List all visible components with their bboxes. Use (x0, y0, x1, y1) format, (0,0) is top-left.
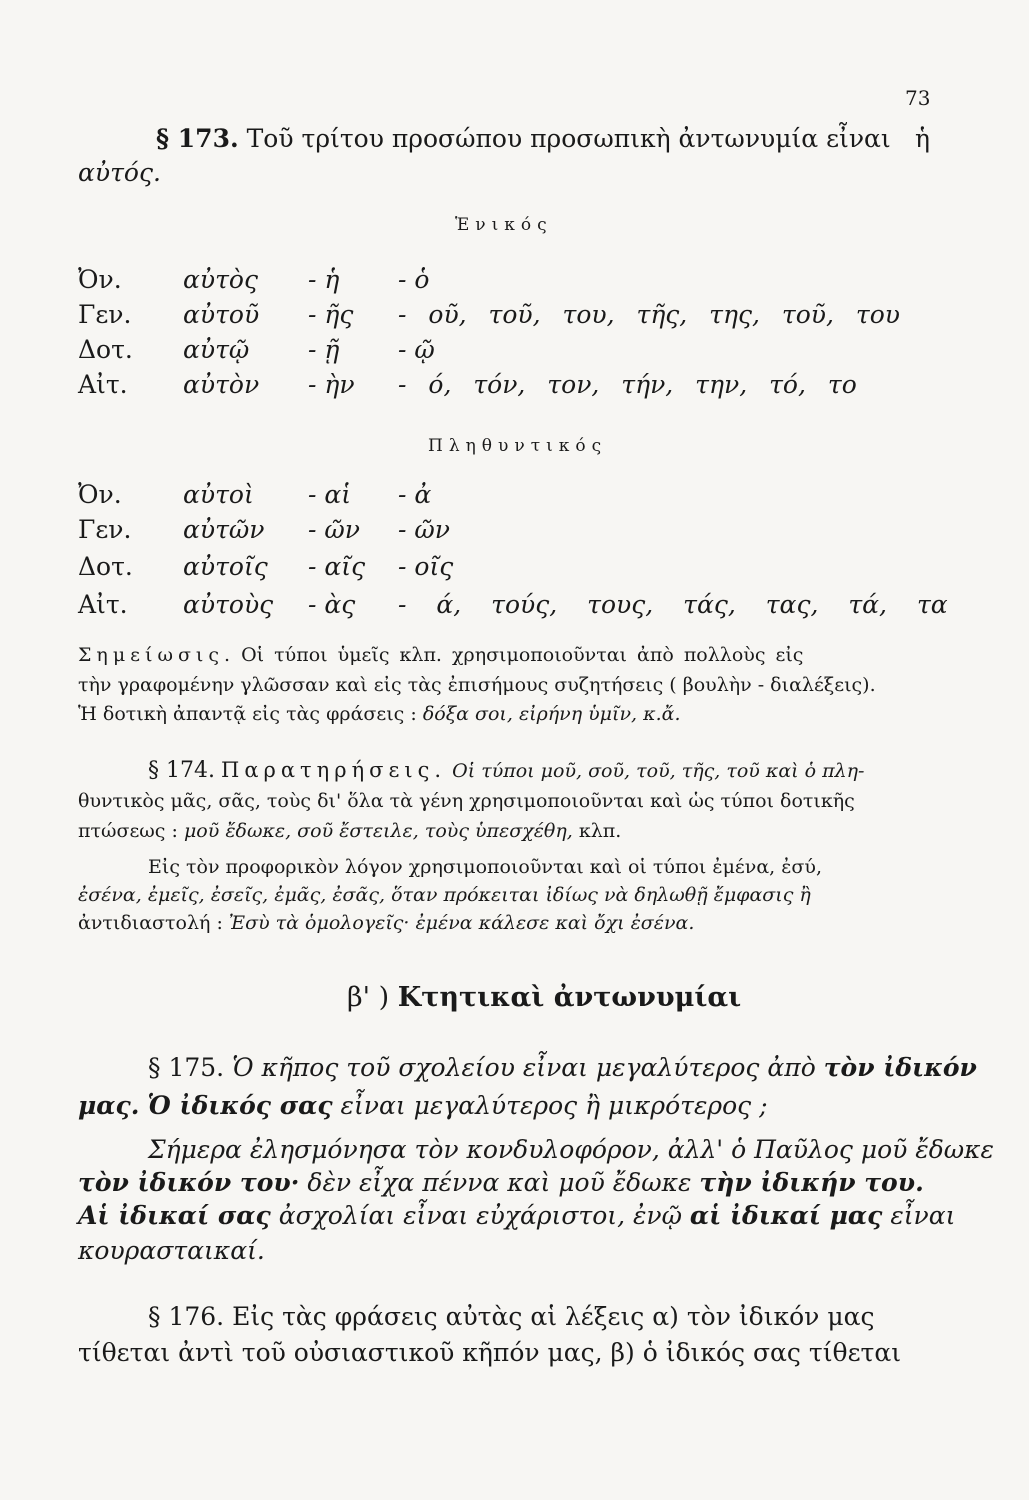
masc-form: αὐτῶν (183, 515, 265, 544)
section-174-line-1 (148, 760, 864, 782)
fem-form: - ῇ (308, 335, 340, 364)
fem-form: - ἡ (308, 265, 340, 294)
text-bold: μας. (78, 1091, 140, 1120)
masc-form: αὐτοῦ (183, 300, 260, 329)
text-bold: Ὁ ἰδικός σας (147, 1091, 333, 1120)
text: ἀντιδιαστολή : (78, 912, 223, 934)
case-label: Δοτ. (78, 335, 133, 364)
section-175-line-1 (148, 1055, 977, 1080)
neut-form: - ὁ (398, 265, 430, 294)
text-bold: αἱ ἰδικαί μας (689, 1201, 883, 1230)
section-174-line-2: θυντικὸς μᾶς, σᾶς, τοὺς δι' ὅλα τὰ γένη χρησιμοποιοῦνται καὶ ὡς τύποι δοτικῆς (78, 790, 855, 812)
section-176-line-2: τίθεται ἀντὶ τοῦ οὐσιαστικοῦ κῆπόν μας, β) ὁ ἰδικός σας τίθεται (78, 1338, 902, 1367)
text-bold: τὸν ἰδικόν (823, 1053, 977, 1082)
case-label: Αἰτ. (78, 370, 128, 399)
neut-form: - ῶν (398, 515, 450, 544)
masc-form: αὐτοὺς (183, 590, 274, 619)
text: Ἡ δοτικὴ ἀπαντᾷ εἰς τὰς φράσεις : (78, 703, 417, 725)
section-175-line-2 (78, 1093, 768, 1118)
section-174-line-6 (78, 914, 694, 933)
section-175-line-5 (78, 1203, 955, 1228)
singular-heading: Ἑνικός (455, 215, 553, 235)
section-number: § 175. (148, 1053, 225, 1082)
masc-form: αὐτὸν (183, 370, 260, 399)
remarks-label: Παρατηρήσεις. (221, 758, 447, 782)
text: Εἰς τὰς φράσεις αὐτὰς αἱ λέξεις α) τὸν ἰδικόν μας (232, 1302, 875, 1331)
text: κλπ. (578, 820, 622, 842)
text: Ὁ κῆπος τοῦ σχολείου εἶναι μεγαλύτερος ἀπὸ (232, 1053, 816, 1082)
masc-form: αὐτοῖς (183, 552, 268, 581)
text: μοῦ ἔδωκε, σοῦ ἔστειλε, τοὺς ὑπεσχέθη, (183, 820, 573, 842)
section-174-line-5: ἐσένα, ἐμεῖς, ἐσεῖς, ἐμᾶς, ἐσᾶς, ὅταν πρόκειται ἰδίως νὰ δηλωθῇ ἔμφασις ἢ (78, 884, 811, 906)
text: Τοῦ τρίτου προσώπου προσωπικὴ ἀντωνυμία εἶναι (246, 124, 891, 153)
fem-form: - αἱ (308, 480, 352, 509)
page-number: 73 (905, 86, 931, 110)
neut-form: - οῖς (398, 552, 454, 581)
masc-form: αὐτῷ (183, 335, 250, 364)
section-176-line-1 (148, 1304, 874, 1329)
case-label: Ὀν. (78, 480, 122, 509)
fem-form: - ῶν (308, 515, 360, 544)
heading-title: Κτητικαὶ ἀντωνυμίαι (397, 982, 742, 1013)
text: εἶναι (890, 1201, 956, 1230)
section-173-line-2: αὐτός. (78, 158, 161, 187)
text-bold: τὸν ἰδικόν του· (78, 1168, 300, 1197)
note-line-1 (78, 646, 803, 665)
masc-form: αὐτοὶ (183, 480, 254, 509)
neut-form: - οῦ, τοῦ, του, τῆς, της, τοῦ, του (398, 300, 900, 329)
text: Οἱ τύποι μοῦ, σοῦ, τοῦ, τῆς, τοῦ καὶ ὁ πλη- (452, 760, 865, 782)
plural-heading: Πληθυντικός (428, 436, 608, 456)
section-b-heading (347, 982, 741, 1013)
text: πτώσεως : (78, 820, 178, 842)
fem-form: - ῆς (308, 300, 354, 329)
neut-form: - ά, τούς, τους, τάς, τας, τά, τα (398, 590, 948, 619)
heading-prefix: β' ) (347, 982, 390, 1013)
case-label: Γεν. (78, 300, 132, 329)
note-label: Σημείωσις. (78, 644, 236, 666)
section-175-line-6: κουρασταικαί. (78, 1236, 265, 1265)
text: Ἐσὺ τὰ ὁμολογεῖς· ἐμένα κάλεσε καὶ ὄχι ἐσένα. (228, 912, 695, 934)
section-175-line-4 (78, 1170, 924, 1195)
fem-form: - αῖς (308, 552, 366, 581)
section-175-line-3: Σήμερα ἐλησμόνησα τὸν κονδυλοφόρον, ἀλλ' ὁ Παῦλος μοῦ ἔδωκε (148, 1135, 994, 1164)
case-label: Γεν. (78, 515, 132, 544)
neut-form: - ῷ (398, 335, 435, 364)
section-174-line-3 (78, 822, 621, 841)
case-label: Ὀν. (78, 265, 122, 294)
masc-form: αὐτὸς (183, 265, 258, 294)
neut-form: - ἀ (398, 480, 432, 509)
text-bold: Αἱ ἰδικαί σας (78, 1201, 271, 1230)
case-label: Αἰτ. (78, 590, 128, 619)
fem-form: - ὴν (308, 370, 355, 399)
section-174-line-4: Εἰς τὸν προφορικὸν λόγον χρησιμοποιοῦνται καὶ οἱ τύποι ἐμένα, ἐσύ, (148, 856, 822, 878)
text: εἶναι μεγαλύτερος ἢ μικρότερος ; (340, 1091, 768, 1120)
note-line-3 (78, 705, 680, 724)
text: Οἱ τύποι ὑμεῖς κλπ. χρησιμοποιοῦνται ἀπὸ πολλοὺς εἰς (241, 644, 804, 666)
text: ἀσχολίαι εἶναι εὐχάριστοι, ἐνῷ (278, 1201, 682, 1230)
case-label: Δοτ. (78, 552, 133, 581)
section-number: § 173. (156, 124, 239, 153)
text: δὲν εἶχα πέννα καὶ μοῦ ἔδωκε (307, 1168, 692, 1197)
text-bold: τὴν ἰδικήν του. (699, 1168, 924, 1197)
section-173-line-1-end: ἡ (915, 124, 930, 153)
fem-form: - ὰς (308, 590, 356, 619)
neut-form: - ό, τόν, τον, τήν, την, τό, το (398, 370, 857, 399)
text: δόξα σοι, εἰρήνη ὑμῖν, κ.ἄ. (422, 703, 681, 725)
section-number: § 176. (148, 1302, 225, 1331)
section-number: § 174. (148, 758, 215, 783)
section-173-line-1 (156, 126, 891, 151)
note-line-2: τὴν γραφομένην γλῶσσαν καὶ εἰς τὰς ἐπισήμους συζητήσεις ( βουλὴν - διαλέξεις). (78, 674, 876, 696)
